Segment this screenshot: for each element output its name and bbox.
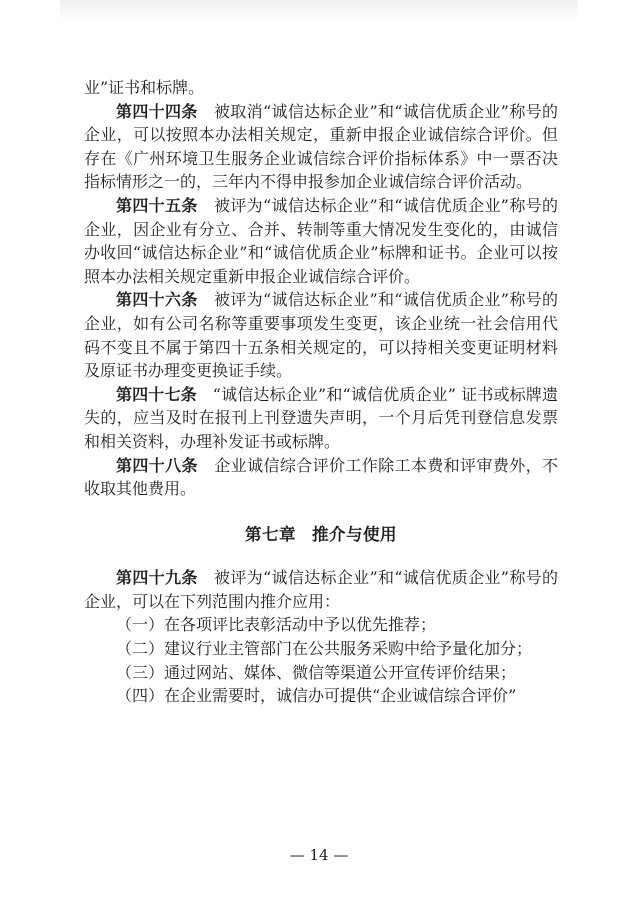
article-44 [84, 100, 558, 194]
article-text: “诚信达标企业”和“诚信优质企业” 证书或标牌遗失的，应当及时在报刊上刊登遗失声明，一个月后凭刊登信息发票和相关资料，办理补发证书或标牌。 [84, 384, 558, 451]
article-48 [84, 454, 558, 501]
list-item: （三）通过网站、媒体、微信等渠道公开宣传评价结果； [116, 662, 517, 682]
article-47 [84, 383, 558, 454]
article-text: 被取消“诚信达标企业”和“诚信优质企业”称号的企业，可以按照本办法相关规定，重新申报企业诚信综合评价。但存在《广州环境卫生服务企业诚信综合评价指标体系》中一票否决指标情形之一的，三年内不得申报参加企业诚信综合评价活动。 [84, 101, 558, 192]
list-item: （四）在企业需要时，诚信办可提供“企业诚信综合评价” [116, 686, 517, 706]
list-item: （二）建议行业主管部门在公共服务采购中给予量化加分； [116, 639, 533, 659]
article-text: 被评为“诚信达标企业”和“诚信优质企业”称号的企业，可以在下列范围内推介应用： [84, 568, 558, 611]
article-45 [84, 194, 558, 288]
article-label: 第四十四条 [116, 101, 198, 121]
article-label: 第四十七条 [116, 384, 197, 404]
article-label: 第四十八条 [116, 455, 198, 475]
article-49 [84, 566, 558, 613]
chapter-heading [84, 523, 558, 547]
list-item: （一）在各项评比表彰活动中予以优先推荐； [116, 615, 437, 635]
chapter-title: 推介与使用 [312, 524, 397, 544]
article-label: 第四十九条 [116, 568, 198, 588]
document-body [84, 76, 558, 708]
chapter-number: 第七章 [245, 524, 296, 544]
article-46 [84, 288, 558, 382]
article-text: 被评为“诚信达标企业”和“诚信优质企业”称号的企业，因企业有分立、合并、转制等重大情况发生变化的，由诚信办收回“诚信达标企业”和“诚信优质企业”标牌和证书。企业可以按照本办法相关规定重新申报企业诚信综合评价。 [84, 195, 558, 286]
scan-shadow [60, 0, 578, 22]
article-text: 被评为“诚信达标企业”和“诚信优质企业”称号的企业，如有公司名称等重要事项发生变更，该企业统一社会信用代码不变且不属于第四十五条相关规定的，可以持相关变更证明材料及原证书办理变更换证手续。 [84, 290, 558, 381]
article-label: 第四十五条 [116, 195, 198, 215]
page-number: — 14 — [289, 846, 349, 864]
continuation-line: 业”证书和标牌。 [84, 78, 205, 97]
article-text: 企业诚信综合评价工作除工本费和评审费外，不收取其他费用。 [84, 455, 558, 499]
article-label: 第四十六条 [116, 290, 198, 310]
